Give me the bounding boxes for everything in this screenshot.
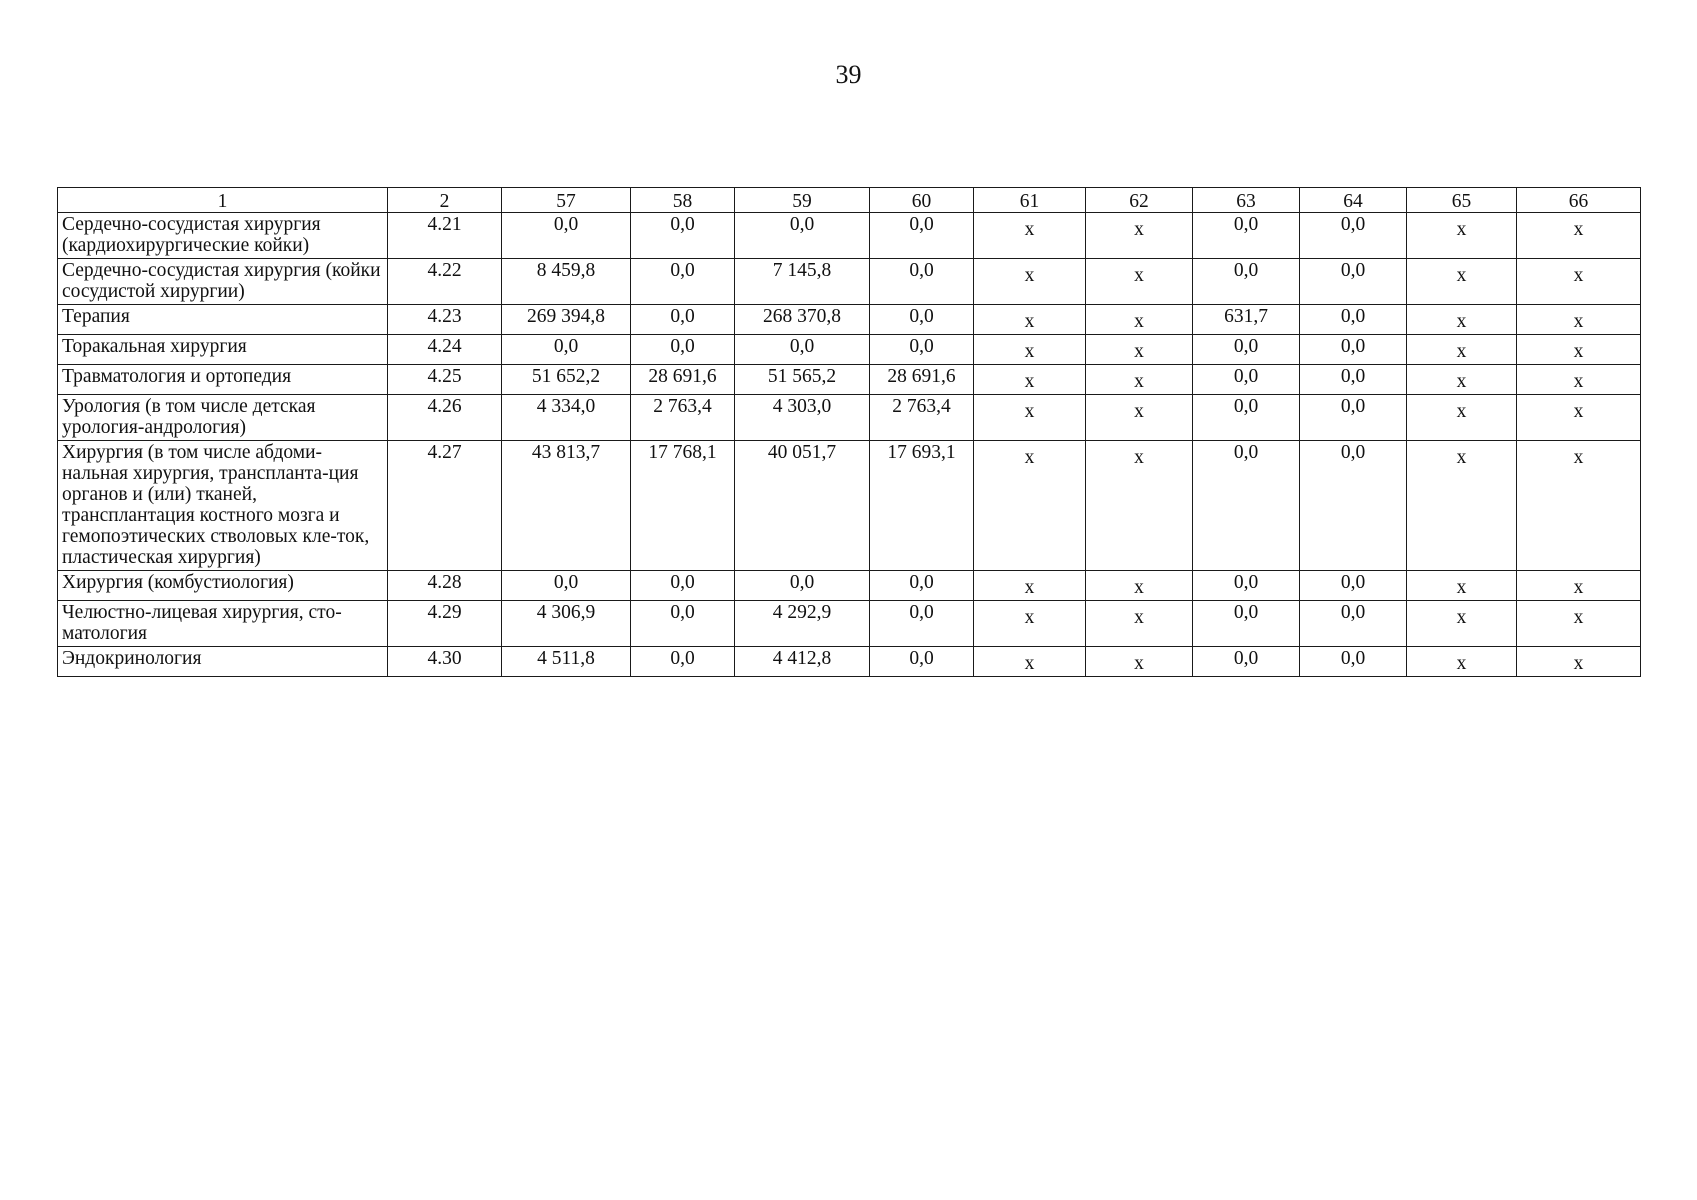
table-row (58, 365, 1641, 395)
row-value-cell: х (1407, 395, 1517, 441)
row-code-cell: 4.27 (388, 441, 502, 571)
data-table-container (57, 187, 1640, 677)
row-value-cell: х (1517, 647, 1641, 677)
row-name-cell: Торакальная хирургия (58, 335, 388, 365)
header-cell: 60 (870, 188, 974, 213)
row-value-cell: х (974, 601, 1086, 647)
row-code-cell: 4.24 (388, 335, 502, 365)
header-cell: 58 (631, 188, 735, 213)
row-value-cell: 4 511,8 (502, 647, 631, 677)
row-value-cell: х (1086, 395, 1193, 441)
row-value-cell: 0,0 (1300, 395, 1407, 441)
header-cell: 63 (1193, 188, 1300, 213)
row-value-cell: 0,0 (870, 571, 974, 601)
row-value-cell: х (1086, 259, 1193, 305)
row-code-cell: 4.28 (388, 571, 502, 601)
row-value-cell: х (1517, 335, 1641, 365)
row-value-cell: 631,7 (1193, 305, 1300, 335)
row-value-cell: 28 691,6 (631, 365, 735, 395)
row-value-cell: х (1086, 213, 1193, 259)
row-value-cell: 0,0 (1193, 441, 1300, 571)
row-value-cell: 17 768,1 (631, 441, 735, 571)
row-value-cell: 0,0 (631, 601, 735, 647)
row-value-cell: 4 303,0 (735, 395, 870, 441)
header-cell: 57 (502, 188, 631, 213)
row-value-cell: х (1517, 305, 1641, 335)
row-code-cell: 4.25 (388, 365, 502, 395)
row-value-cell: 0,0 (735, 335, 870, 365)
row-value-cell: 0,0 (870, 601, 974, 647)
row-value-cell: 0,0 (1300, 259, 1407, 305)
row-value-cell: х (1517, 441, 1641, 571)
table-row (58, 259, 1641, 305)
row-value-cell: х (1517, 571, 1641, 601)
row-value-cell: 0,0 (631, 647, 735, 677)
row-value-cell: 0,0 (1300, 213, 1407, 259)
table-row (58, 335, 1641, 365)
row-value-cell: х (974, 335, 1086, 365)
row-value-cell: 2 763,4 (631, 395, 735, 441)
row-value-cell: 0,0 (1193, 647, 1300, 677)
row-value-cell: х (974, 213, 1086, 259)
row-value-cell: х (1086, 441, 1193, 571)
row-value-cell: х (974, 305, 1086, 335)
header-cell: 66 (1517, 188, 1641, 213)
row-value-cell: 4 292,9 (735, 601, 870, 647)
row-value-cell: х (1086, 571, 1193, 601)
table-header-row (58, 188, 1641, 213)
row-value-cell: 0,0 (870, 305, 974, 335)
row-value-cell: х (1517, 601, 1641, 647)
row-value-cell: 0,0 (631, 213, 735, 259)
row-value-cell: х (974, 395, 1086, 441)
row-value-cell: 0,0 (502, 213, 631, 259)
header-cell: 64 (1300, 188, 1407, 213)
row-value-cell: 0,0 (1300, 335, 1407, 365)
row-value-cell: х (1086, 647, 1193, 677)
table-row (58, 441, 1641, 571)
row-value-cell: 0,0 (735, 571, 870, 601)
row-value-cell: 0,0 (1193, 395, 1300, 441)
row-value-cell: 268 370,8 (735, 305, 870, 335)
row-value-cell: х (1407, 441, 1517, 571)
row-value-cell: 0,0 (1193, 571, 1300, 601)
table-row (58, 305, 1641, 335)
row-value-cell: х (1517, 395, 1641, 441)
page-number: 39 (835, 60, 862, 89)
row-name-cell: Хирургия (в том числе абдоми-нальная хирургия, транспланта-ция органов и (или) тканей, трансплантация костного мозга и гемопоэтических стволовых кле-ток, пластическая хирургия) (58, 441, 388, 571)
row-code-cell: 4.26 (388, 395, 502, 441)
row-value-cell: 0,0 (1193, 601, 1300, 647)
row-value-cell: 0,0 (1193, 365, 1300, 395)
row-value-cell: 0,0 (631, 259, 735, 305)
row-name-cell: Хирургия (комбустиология) (58, 571, 388, 601)
table-row (58, 647, 1641, 677)
row-value-cell: 0,0 (1193, 259, 1300, 305)
row-code-cell: 4.29 (388, 601, 502, 647)
row-code-cell: 4.23 (388, 305, 502, 335)
row-value-cell: х (1407, 335, 1517, 365)
row-code-cell: 4.22 (388, 259, 502, 305)
row-value-cell: 0,0 (502, 335, 631, 365)
row-value-cell: х (1086, 335, 1193, 365)
table-row (58, 571, 1641, 601)
row-value-cell: 51 565,2 (735, 365, 870, 395)
row-name-cell: Челюстно-лицевая хирургия, сто-матология (58, 601, 388, 647)
row-value-cell: х (974, 441, 1086, 571)
row-value-cell: 17 693,1 (870, 441, 974, 571)
row-value-cell: 0,0 (631, 335, 735, 365)
header-cell: 2 (388, 188, 502, 213)
row-value-cell: 0,0 (870, 213, 974, 259)
header-cell: 62 (1086, 188, 1193, 213)
row-value-cell: х (1407, 365, 1517, 395)
row-value-cell: 0,0 (1193, 335, 1300, 365)
header-cell: 61 (974, 188, 1086, 213)
row-value-cell: 4 306,9 (502, 601, 631, 647)
row-name-cell: Эндокринология (58, 647, 388, 677)
row-value-cell: 0,0 (631, 305, 735, 335)
table-row (58, 395, 1641, 441)
row-value-cell: 0,0 (1300, 647, 1407, 677)
row-value-cell: х (1407, 647, 1517, 677)
row-value-cell: 51 652,2 (502, 365, 631, 395)
row-value-cell: 4 412,8 (735, 647, 870, 677)
row-value-cell: х (1407, 601, 1517, 647)
row-value-cell: 43 813,7 (502, 441, 631, 571)
row-value-cell: 8 459,8 (502, 259, 631, 305)
row-value-cell: х (1407, 571, 1517, 601)
row-name-cell: Урология (в том числе детская урология-андрология) (58, 395, 388, 441)
row-value-cell: х (1407, 213, 1517, 259)
row-name-cell: Травматология и ортопедия (58, 365, 388, 395)
row-value-cell: 0,0 (870, 335, 974, 365)
row-code-cell: 4.30 (388, 647, 502, 677)
header-cell: 65 (1407, 188, 1517, 213)
row-value-cell: 0,0 (735, 213, 870, 259)
row-value-cell: х (1517, 213, 1641, 259)
row-value-cell: х (1517, 365, 1641, 395)
data-table (57, 187, 1641, 677)
row-value-cell: 40 051,7 (735, 441, 870, 571)
row-name-cell: Сердечно-сосудистая хирургия (койки сосудистой хирургии) (58, 259, 388, 305)
row-name-cell: Терапия (58, 305, 388, 335)
header-cell: 59 (735, 188, 870, 213)
row-value-cell: 0,0 (1300, 571, 1407, 601)
row-value-cell: х (1086, 365, 1193, 395)
row-value-cell: 0,0 (870, 259, 974, 305)
row-value-cell: 0,0 (1300, 441, 1407, 571)
row-value-cell: 0,0 (631, 571, 735, 601)
row-code-cell: 4.21 (388, 213, 502, 259)
row-value-cell: х (974, 647, 1086, 677)
row-value-cell: 7 145,8 (735, 259, 870, 305)
row-value-cell: 0,0 (1300, 365, 1407, 395)
row-value-cell: 0,0 (1300, 601, 1407, 647)
row-value-cell: 0,0 (870, 647, 974, 677)
row-value-cell: х (1407, 259, 1517, 305)
row-name-cell: Сердечно-сосудистая хирургия (кардиохирургические койки) (58, 213, 388, 259)
row-value-cell: х (974, 571, 1086, 601)
row-value-cell: 0,0 (1300, 305, 1407, 335)
row-value-cell: 4 334,0 (502, 395, 631, 441)
row-value-cell: х (974, 365, 1086, 395)
row-value-cell: х (1086, 601, 1193, 647)
row-value-cell: 2 763,4 (870, 395, 974, 441)
row-value-cell: 28 691,6 (870, 365, 974, 395)
table-row (58, 601, 1641, 647)
row-value-cell: 0,0 (502, 571, 631, 601)
row-value-cell: х (1517, 259, 1641, 305)
table-row (58, 213, 1641, 259)
row-value-cell: 269 394,8 (502, 305, 631, 335)
row-value-cell: х (974, 259, 1086, 305)
row-value-cell: х (1407, 305, 1517, 335)
row-value-cell: 0,0 (1193, 213, 1300, 259)
table-body (58, 188, 1641, 677)
header-cell: 1 (58, 188, 388, 213)
row-value-cell: х (1086, 305, 1193, 335)
